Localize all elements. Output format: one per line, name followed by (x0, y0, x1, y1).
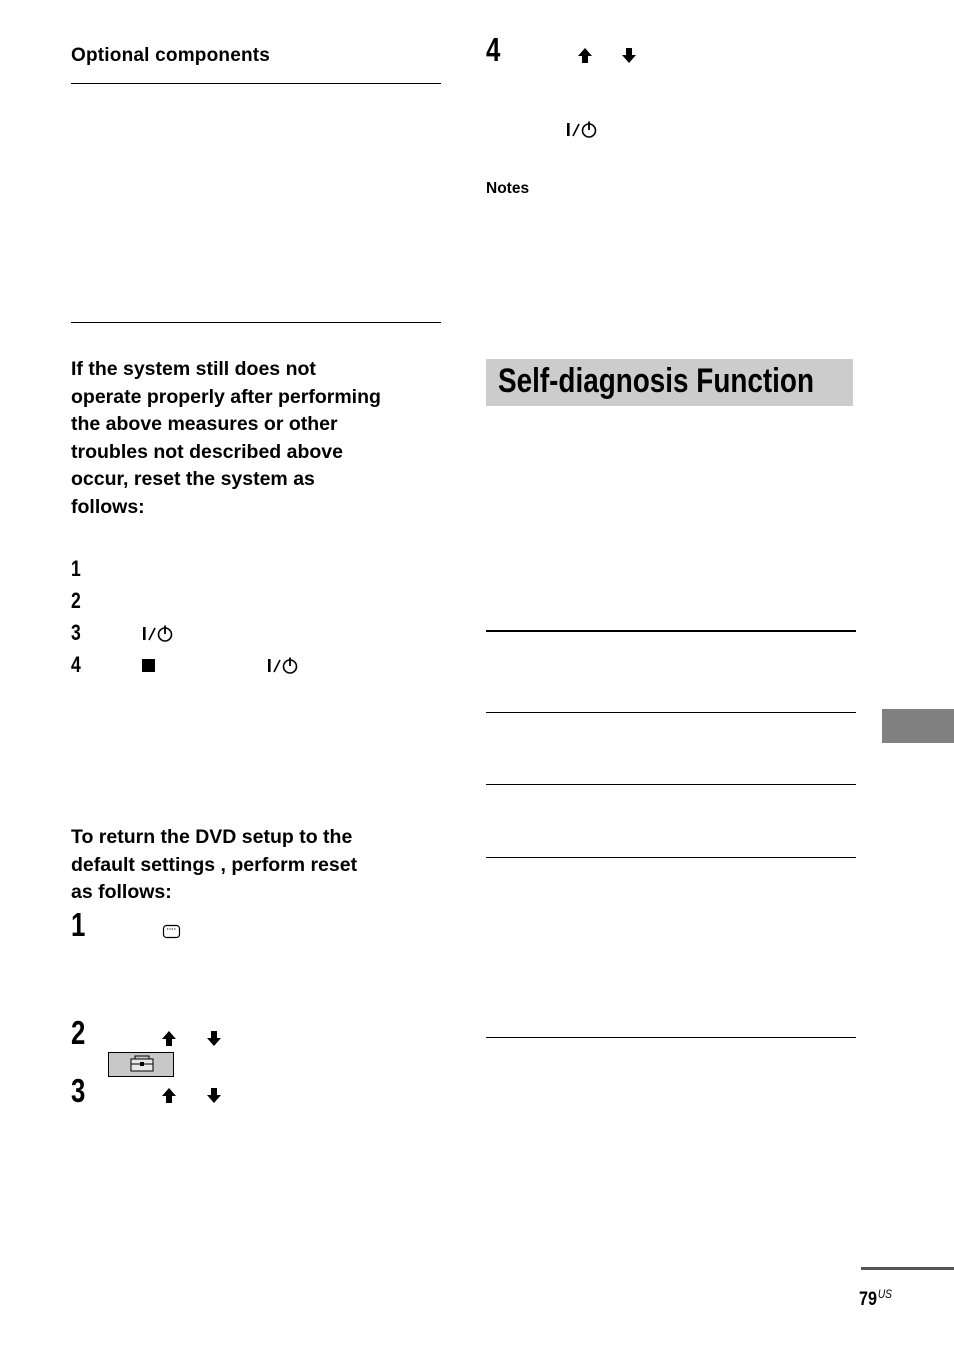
dvd-step-2-number: 2 (71, 1014, 86, 1051)
table-top-rule (71, 83, 441, 84)
reset-step-2-number: 2 (71, 588, 81, 613)
up-arrow-icon (577, 47, 593, 64)
page-number (859, 1287, 892, 1311)
step-4-number: 4 (486, 31, 501, 68)
notes-label: Notes (486, 180, 530, 197)
chapter-side-tab (882, 709, 954, 743)
page-number-value: 79 (859, 1289, 877, 1310)
dvd-reset-paragraph (71, 824, 446, 907)
page-number-suffix: US (877, 1287, 892, 1301)
reset-step-1-number: 1 (71, 556, 81, 581)
reset-line-5: occur, reset the system as (71, 468, 315, 490)
power-icon (266, 656, 302, 676)
reset-line-1: If the system still does not (71, 358, 316, 380)
dvd-step-1-number: 1 (71, 906, 86, 943)
down-arrow-icon (621, 47, 637, 64)
table-bottom-rule (71, 322, 441, 323)
section-title: Self-diagnosis Function (498, 362, 814, 400)
stop-icon (142, 659, 155, 672)
reset-instructions-paragraph (71, 356, 446, 521)
power-icon (141, 624, 177, 644)
section-title-banner (486, 359, 853, 406)
down-arrow-icon (206, 1087, 222, 1104)
optional-components-heading: Optional components (71, 45, 271, 66)
reset-line-4: troubles not described above (71, 440, 343, 463)
display-button-icon (162, 924, 182, 940)
down-arrow-icon (206, 1030, 222, 1047)
reset-step-4-number: 4 (71, 652, 81, 677)
page-footer-rule (861, 1267, 954, 1270)
table-bottom-rule (486, 1037, 856, 1038)
reset-line-6: follows: (71, 495, 145, 518)
reset-step-3-number: 3 (71, 620, 81, 645)
reset-line-2: operate properly after performing (71, 385, 381, 408)
table-row-rule (486, 712, 856, 713)
table-top-rule (486, 630, 856, 632)
dvd-line-1: To return the DVD setup to the (71, 826, 353, 848)
table-row-rule (486, 857, 856, 858)
dvd-step-3-number: 3 (71, 1072, 86, 1109)
setup-toolbox-icon (108, 1052, 174, 1077)
table-row-rule (486, 784, 856, 785)
power-icon (565, 120, 601, 140)
reset-line-3: the above measures or other (71, 413, 338, 435)
dvd-line-2: default settings , perform reset (71, 853, 358, 876)
up-arrow-icon (161, 1087, 177, 1104)
up-arrow-icon (161, 1030, 177, 1047)
dvd-line-3: as follows: (71, 881, 172, 903)
